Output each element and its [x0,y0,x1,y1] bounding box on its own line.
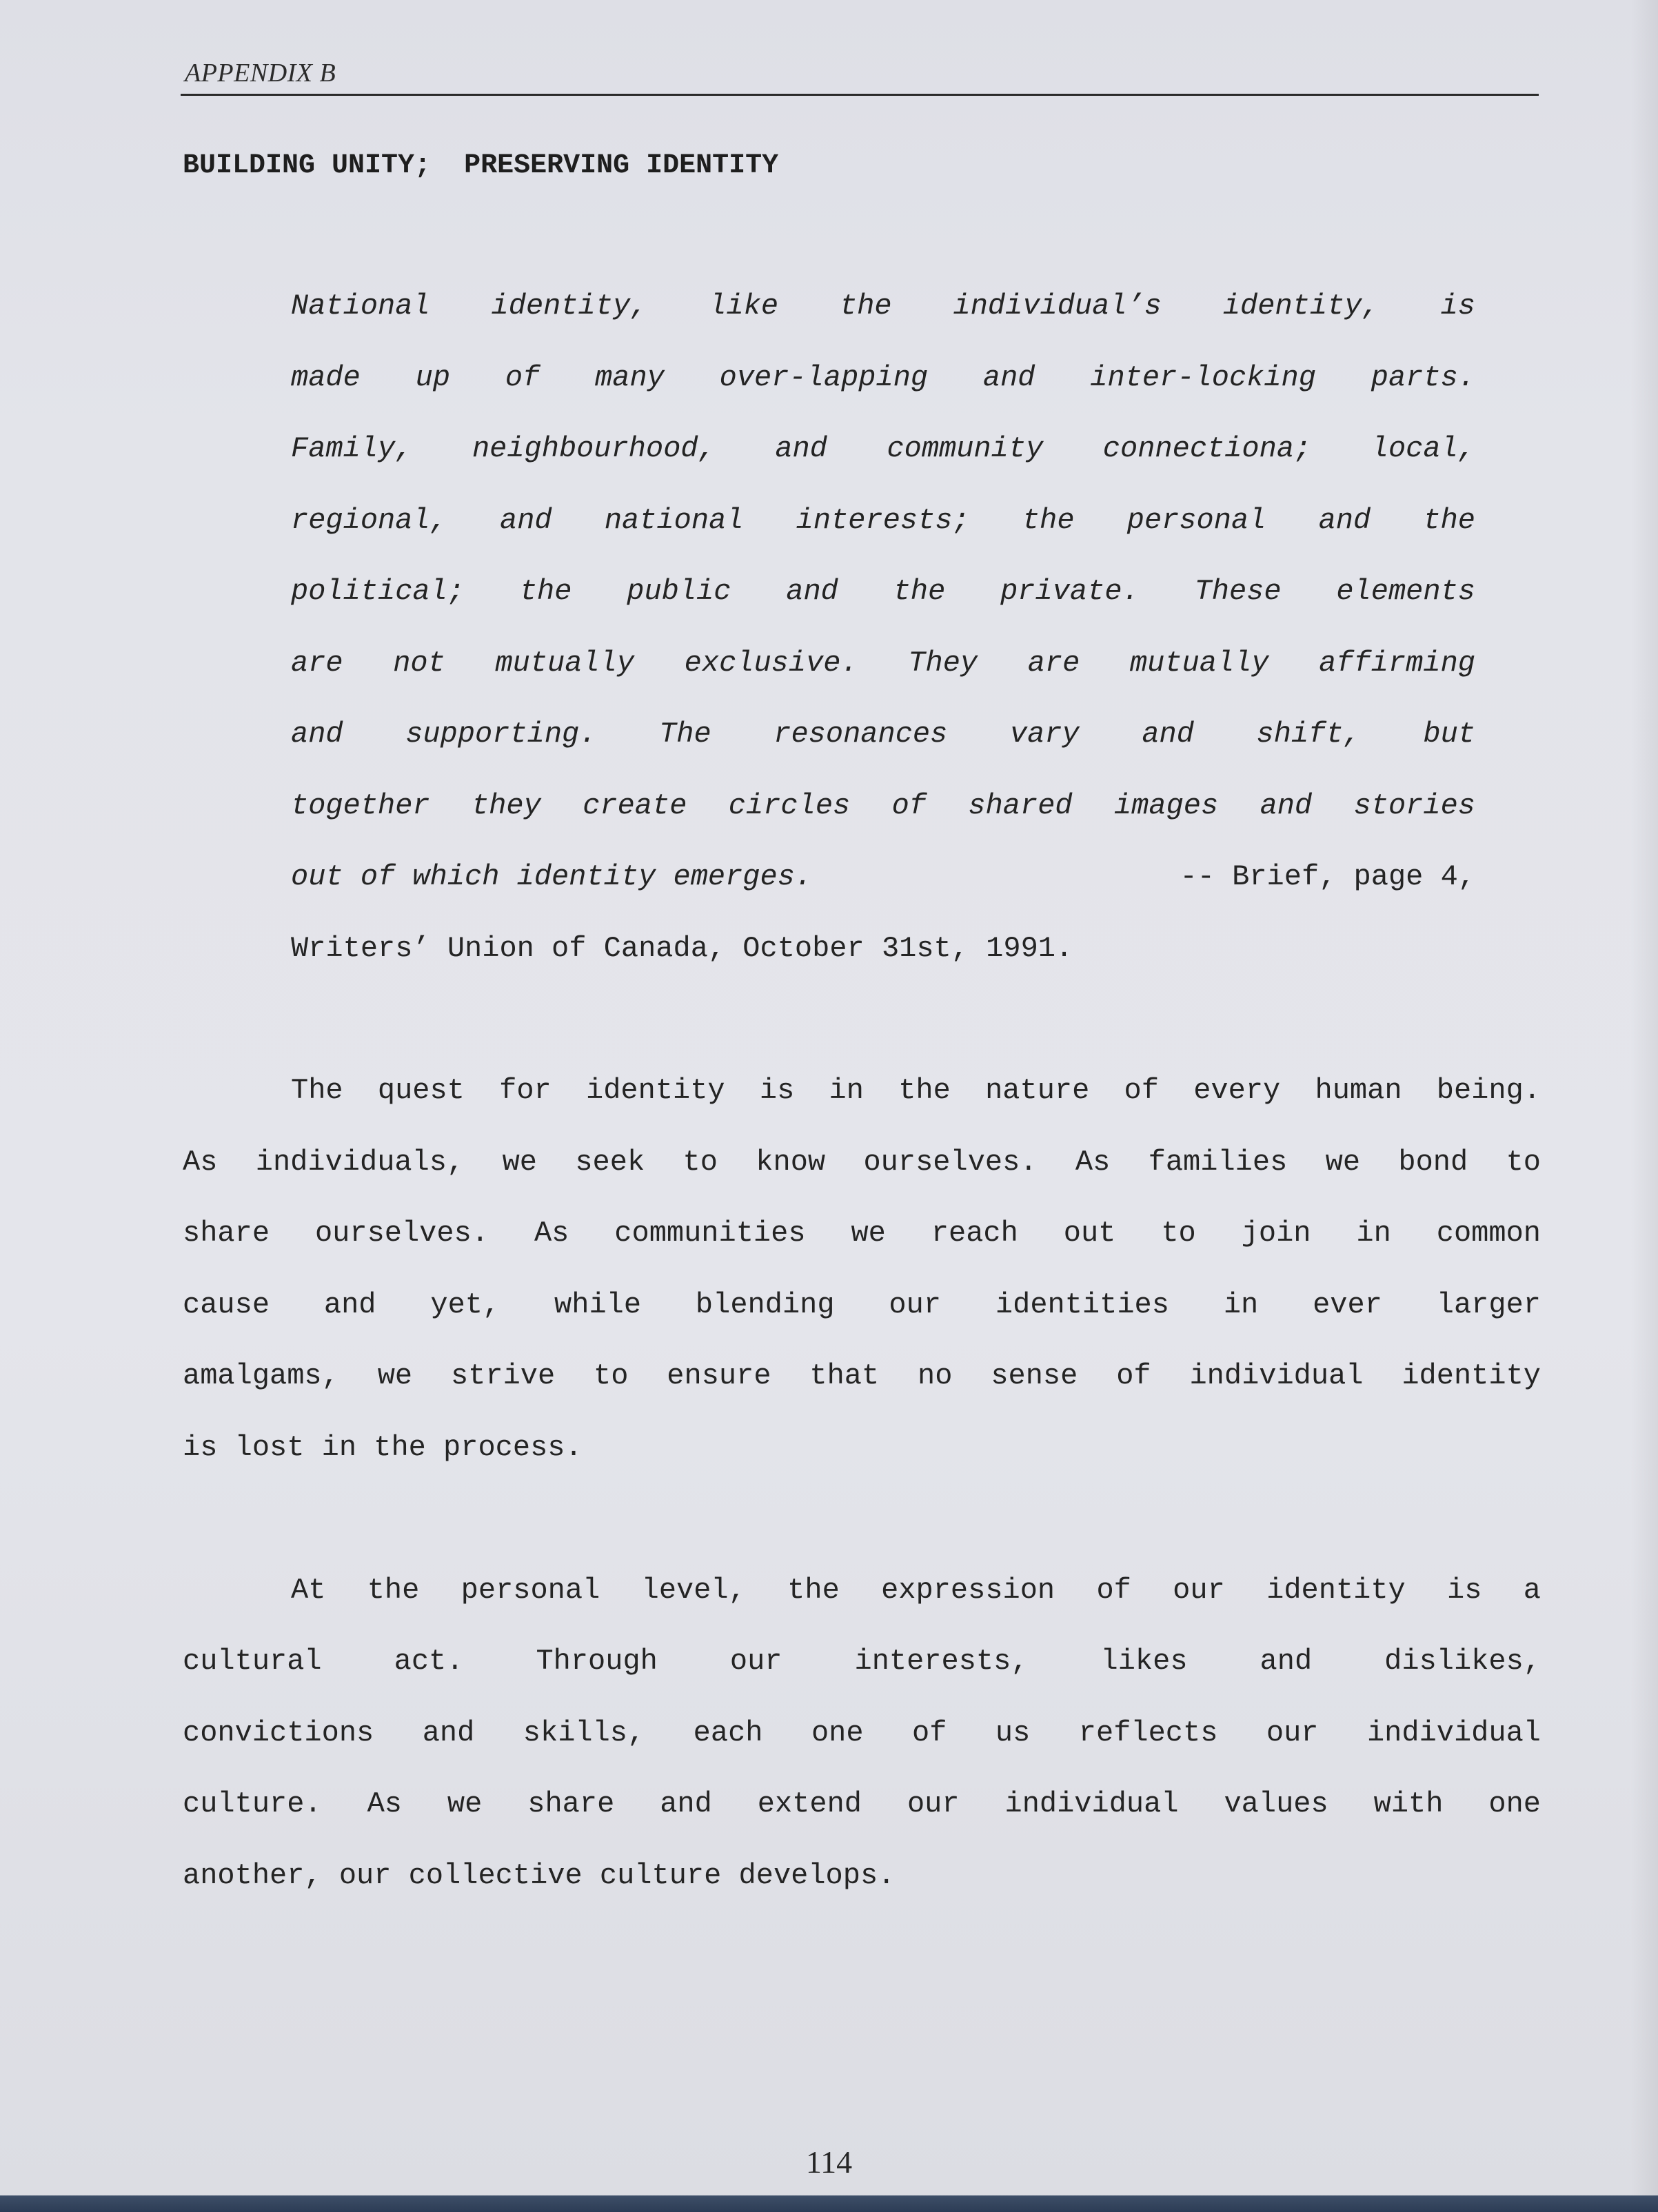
quote-line: and supporting. The resonances vary and shift, but [291,718,1475,751]
paragraph-last-line: is lost in the process. [183,1431,583,1464]
paragraph-line: culture. As we share and extend our individual values with one [183,1787,1541,1820]
quote-line: political; the public and the private. These elements [291,575,1475,608]
paragraph-line: cause and yet, while blending our identities in ever larger [183,1288,1541,1321]
quote-line: made up of many over-lapping and inter-locking parts. [291,361,1475,394]
page-shadow [1630,0,1658,2195]
paragraph-first-line: At the personal level, the expression of our identity is a [291,1574,1541,1607]
quote-line: together they create circles of shared images and stories [291,789,1475,822]
quote-line: National identity, like the individual’s identity, is [291,290,1475,323]
running-head: APPENDIX B [185,59,336,88]
quote-last-line [291,860,1475,893]
page-number: 114 [805,2144,853,2180]
paragraph-first-line: The quest for identity is in the nature of every human being. [291,1074,1541,1107]
quote-closing-text: out of which identity emerges. [291,860,813,893]
quote-line: Family, neighbourhood, and community connectiona; local, [291,432,1475,465]
quote-line: regional, and national interests; the personal and the [291,504,1475,537]
paragraph-line: convictions and skills, each one of us reflects our individual [183,1716,1541,1749]
book-cover-edge [0,2195,1658,2212]
quote-line: are not mutually exclusive. They are mutually affirming [291,647,1475,680]
quote-attribution: -- Brief, page 4, [1180,860,1475,893]
paragraph-line: amalgams, we strive to ensure that no sense of individual identity [183,1359,1541,1392]
section-title: BUILDING UNITY; PRESERVING IDENTITY [183,150,779,181]
paragraph-line: share ourselves. As communities we reach out to join in common [183,1217,1541,1250]
paragraph-last-line: another, our collective culture develops. [183,1859,896,1892]
paragraph-line: As individuals, we seek to know ourselves. As families we bond to [183,1146,1541,1179]
paragraph-line: cultural act. Through our interests, likes and dislikes, [183,1645,1541,1678]
header-rule [181,94,1539,96]
quote-source: Writers’ Union of Canada, October 31st, 1991. [291,932,1073,965]
